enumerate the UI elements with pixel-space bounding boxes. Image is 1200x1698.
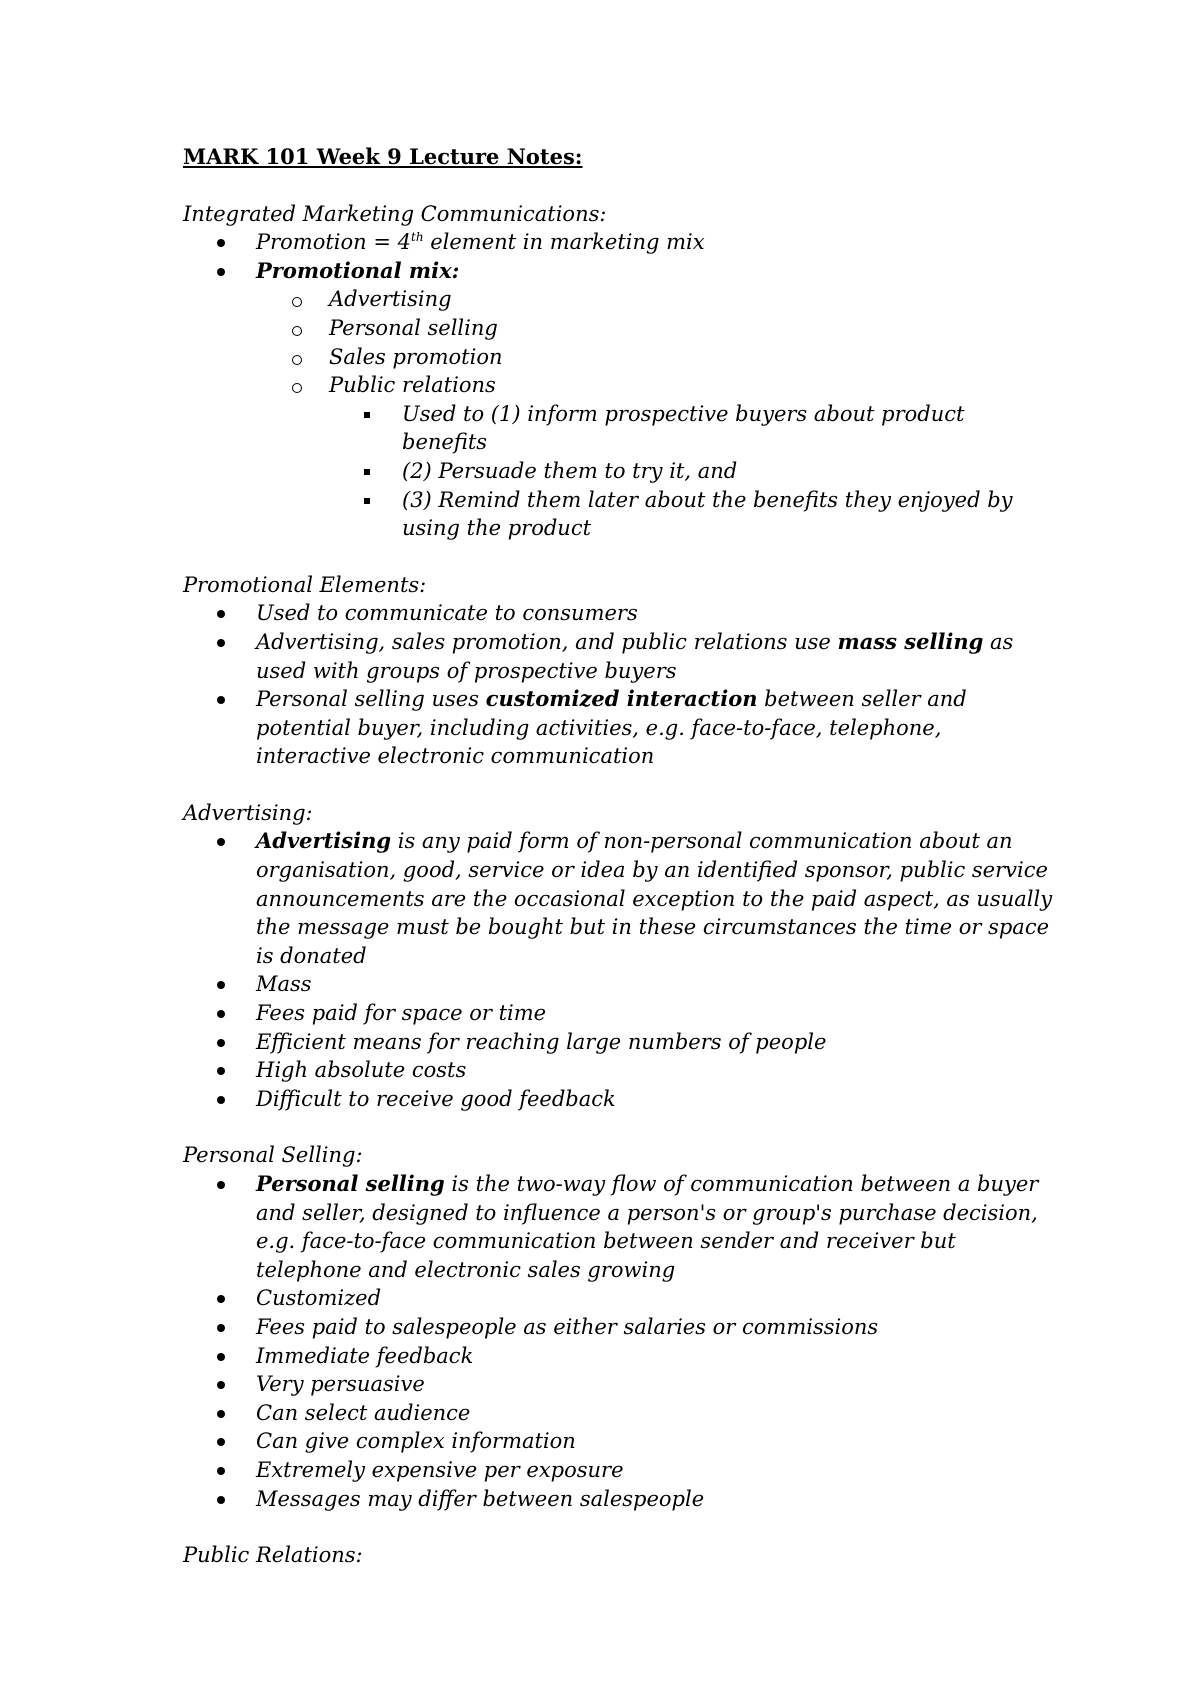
pr-sub-item: (3) Remind them later about the benefits they enjoyed by using the product bbox=[402, 487, 1013, 541]
list-item bbox=[183, 257, 1053, 543]
list-item bbox=[256, 285, 1053, 314]
personal-selling-item: Very persuasive bbox=[256, 1372, 425, 1397]
section-heading-public-relations: Public Relations: bbox=[183, 1543, 363, 1568]
list-item bbox=[183, 685, 1053, 771]
element-item-post: between seller and potential buyer, including activities, e.g. face-to-face, telephone, interactive electronic communication bbox=[256, 687, 967, 769]
mix-item: Personal selling bbox=[329, 315, 498, 340]
document-body bbox=[183, 143, 1053, 1598]
advertising-item: Efficient means for reaching large numbers of people bbox=[256, 1029, 827, 1054]
section-advertising bbox=[183, 799, 1053, 1114]
section-promotional-elements bbox=[183, 571, 1053, 771]
element-item-pre: Advertising, sales promotion, and public relations use bbox=[256, 629, 838, 654]
list-item bbox=[183, 1370, 1053, 1399]
list-item bbox=[183, 827, 1053, 970]
section-heading-elements: Promotional Elements: bbox=[183, 572, 427, 597]
list-item bbox=[183, 599, 1053, 628]
mix-item: Public relations bbox=[329, 373, 496, 398]
element-item-pre: Personal selling uses bbox=[256, 687, 486, 712]
list-item bbox=[183, 1170, 1053, 1284]
mix-item: Advertising bbox=[329, 287, 452, 312]
pr-sub-item: Used to (1) inform prospective buyers about product benefits bbox=[402, 401, 965, 455]
personal-selling-item: Fees paid to salespeople as either salaries or commissions bbox=[256, 1314, 879, 1339]
list-item bbox=[183, 628, 1053, 685]
promotion-text-post: element in marketing mix bbox=[423, 230, 705, 255]
element-item: Used to communicate to consumers bbox=[256, 601, 638, 626]
section-heading-imc: Integrated Marketing Communications: bbox=[183, 201, 607, 226]
section-imc bbox=[183, 200, 1053, 543]
personal-selling-term: Personal selling bbox=[256, 1171, 445, 1196]
list-item bbox=[256, 371, 1053, 543]
section-personal-selling bbox=[183, 1141, 1053, 1513]
personal-selling-item: Can select audience bbox=[256, 1400, 471, 1425]
list-item bbox=[183, 1085, 1053, 1114]
list-item bbox=[183, 1313, 1053, 1342]
promotional-mix-label: Promotional mix: bbox=[256, 257, 460, 283]
advertising-term: Advertising bbox=[256, 828, 392, 854]
list-item bbox=[329, 486, 1053, 543]
personal-selling-item: Immediate feedback bbox=[256, 1343, 474, 1368]
customized-interaction-term: customized interaction bbox=[485, 686, 758, 712]
sub-bullet-list bbox=[256, 285, 1053, 542]
advertising-item: Fees paid for space or time bbox=[256, 1001, 547, 1026]
list-item bbox=[183, 1456, 1053, 1485]
section-public-relations bbox=[183, 1541, 1053, 1570]
list-item bbox=[183, 999, 1053, 1028]
bullet-list bbox=[183, 1170, 1053, 1513]
advertising-item: Mass bbox=[256, 972, 312, 997]
mix-item: Sales promotion bbox=[329, 344, 503, 369]
list-item bbox=[329, 400, 1053, 457]
sub-sub-bullet-list bbox=[329, 400, 1053, 543]
list-item bbox=[256, 343, 1053, 372]
personal-selling-definition: is the two-way flow of communication between a buyer and seller, designed to influence a person's or group's purchase decision, e.g. face-to-face communication between sender and receiver but telephone and electronic sales growing bbox=[256, 1172, 1039, 1282]
list-item bbox=[183, 1427, 1053, 1456]
advertising-item: Difficult to receive good feedback bbox=[256, 1086, 616, 1111]
list-item bbox=[183, 1284, 1053, 1313]
section-heading-personal-selling: Personal Selling: bbox=[183, 1143, 363, 1168]
list-item bbox=[183, 1399, 1053, 1428]
bullet-list bbox=[183, 228, 1053, 543]
list-item bbox=[329, 457, 1053, 486]
pr-sub-item: (2) Persuade them to try it, and bbox=[402, 458, 738, 483]
element-item-post: as used with groups of prospective buyers bbox=[256, 629, 1014, 683]
advertising-definition: is any paid form of non-personal communication about an organisation, good, service or idea by an identified sponsor, public service announcements are the occasional exception to the paid aspect, as usually the message must be bought but in these circumstances the time or space is donated bbox=[256, 829, 1053, 968]
list-item bbox=[183, 970, 1053, 999]
personal-selling-item: Extremely expensive per exposure bbox=[256, 1457, 624, 1482]
promotion-superscript: th bbox=[411, 230, 424, 245]
page-title: MARK 101 Week 9 Lecture Notes: bbox=[183, 144, 583, 169]
personal-selling-item: Messages may differ between salespeople bbox=[256, 1486, 705, 1511]
personal-selling-item: Customized bbox=[256, 1286, 382, 1311]
bullet-list bbox=[183, 599, 1053, 771]
personal-selling-item: Can give complex information bbox=[256, 1429, 576, 1454]
list-item bbox=[183, 1028, 1053, 1057]
list-item bbox=[183, 1485, 1053, 1514]
advertising-item: High absolute costs bbox=[256, 1058, 467, 1083]
list-item bbox=[183, 228, 1053, 257]
mass-selling-term: mass selling bbox=[837, 628, 984, 654]
list-item bbox=[183, 1056, 1053, 1085]
list-item bbox=[256, 314, 1053, 343]
promotion-text-pre: Promotion = 4 bbox=[256, 230, 411, 255]
list-item bbox=[183, 1342, 1053, 1371]
bullet-list bbox=[183, 827, 1053, 1113]
section-heading-advertising: Advertising: bbox=[183, 800, 313, 825]
